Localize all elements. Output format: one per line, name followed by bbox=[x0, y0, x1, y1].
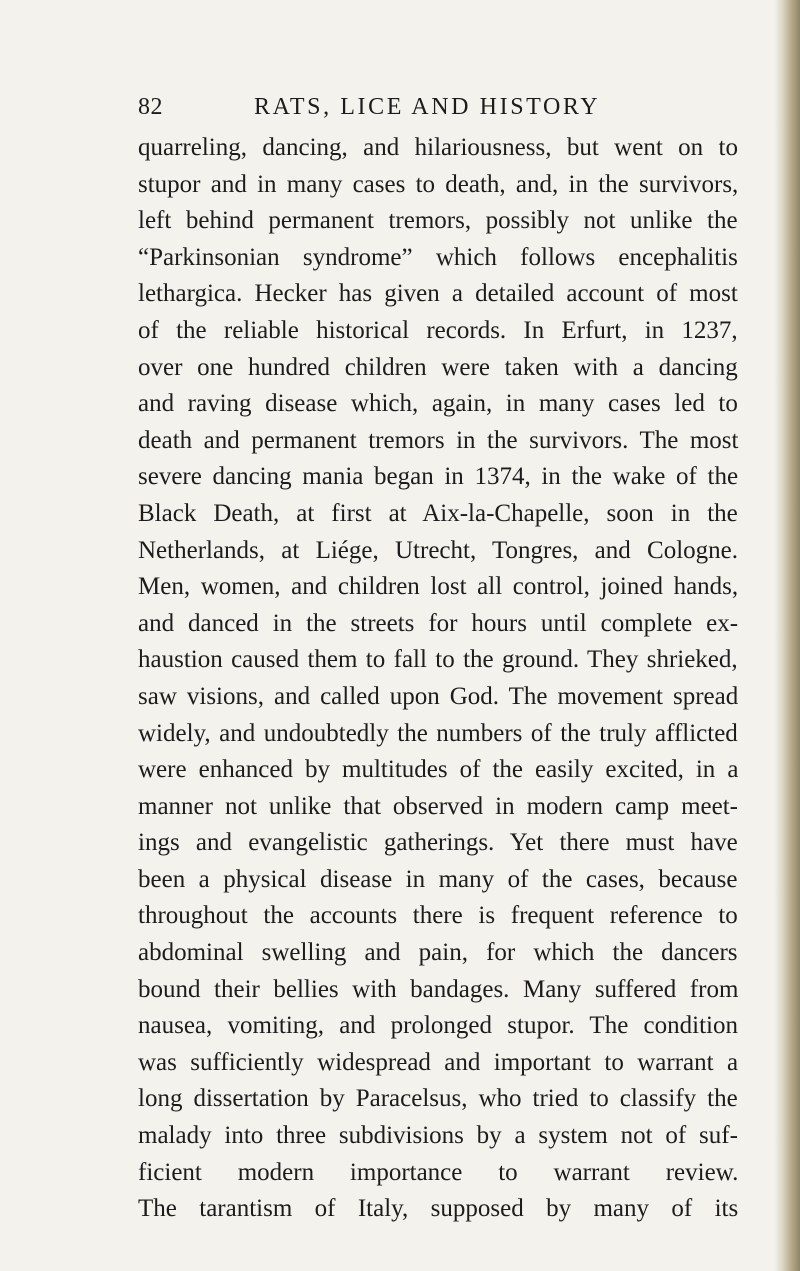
text-line: saw visions, and called upon God. The movement spread bbox=[138, 682, 739, 710]
text-line: long dissertation by Paracelsus, who tried to classify the bbox=[138, 1085, 738, 1113]
text-line: over one hundred children were taken with a dancing bbox=[138, 353, 738, 381]
text-line: been a physical disease in many of the cases, because bbox=[138, 865, 738, 893]
text-line: Netherlands, at Liége, Utrecht, Tongres, and Cologne. bbox=[138, 536, 738, 564]
page-edge-shadow bbox=[774, 0, 800, 1271]
text-line: and danced in the streets for hours until complete ex- bbox=[138, 609, 739, 637]
text-line: “Parkinsonian syndrome” which follows encephalitis bbox=[138, 243, 738, 271]
text-line: ings and evangelistic gatherings. Yet there must have bbox=[138, 829, 738, 857]
page-number: 82 bbox=[138, 94, 163, 120]
text-line: Black Death, at first at Aix-la-Chapelle, soon in the bbox=[138, 499, 738, 527]
text-line: nausea, vomiting, and prolonged stupor. The condition bbox=[138, 1012, 738, 1040]
text-line: stupor and in many cases to death, and, in the survivors, bbox=[138, 170, 739, 198]
running-head bbox=[138, 92, 738, 122]
text-line: manner not unlike that observed in modern camp meet- bbox=[138, 792, 738, 820]
text-line: were enhanced by multitudes of the easily excited, in a bbox=[138, 756, 739, 784]
text-line: quarreling, dancing, and hilariousness, but went on to bbox=[138, 134, 738, 161]
text-line: widely, and undoubtedly the numbers of the truly afflicted bbox=[138, 719, 738, 747]
text-line: was sufficiently widespread and important to warrant a bbox=[138, 1048, 739, 1076]
text-line: throughout the accounts there is frequent reference to bbox=[138, 902, 738, 930]
text-line: and raving disease which, again, in many cases led to bbox=[138, 390, 738, 418]
text-line: The tarantism of Italy, supposed by many of its bbox=[138, 1195, 739, 1223]
body-text bbox=[138, 130, 738, 1228]
text-line: Men, women, and children lost all control, joined hands, bbox=[138, 573, 739, 601]
text-line: abdominal swelling and pain, for which the dancers bbox=[138, 939, 738, 967]
text-line: ficient modern importance to warrant review. bbox=[138, 1158, 739, 1186]
running-title: RATS, LICE AND HISTORY bbox=[254, 94, 601, 120]
text-line: left behind permanent tremors, possibly not unlike the bbox=[138, 207, 738, 235]
text-line: severe dancing mania began in 1374, in the wake of the bbox=[138, 463, 739, 491]
text-line: haustion caused them to fall to the ground. They shrieked, bbox=[138, 646, 738, 674]
text-line: death and permanent tremors in the survivors. The most bbox=[138, 426, 739, 454]
text-line: bound their bellies with bandages. Many suffered from bbox=[138, 975, 739, 1003]
text-line: of the reliable historical records. In Erfurt, in 1237, bbox=[138, 316, 738, 344]
text-line: lethargica. Hecker has given a detailed account of most bbox=[138, 280, 738, 308]
text-line: malady into three subdivisions by a system not of suf- bbox=[138, 1122, 738, 1150]
